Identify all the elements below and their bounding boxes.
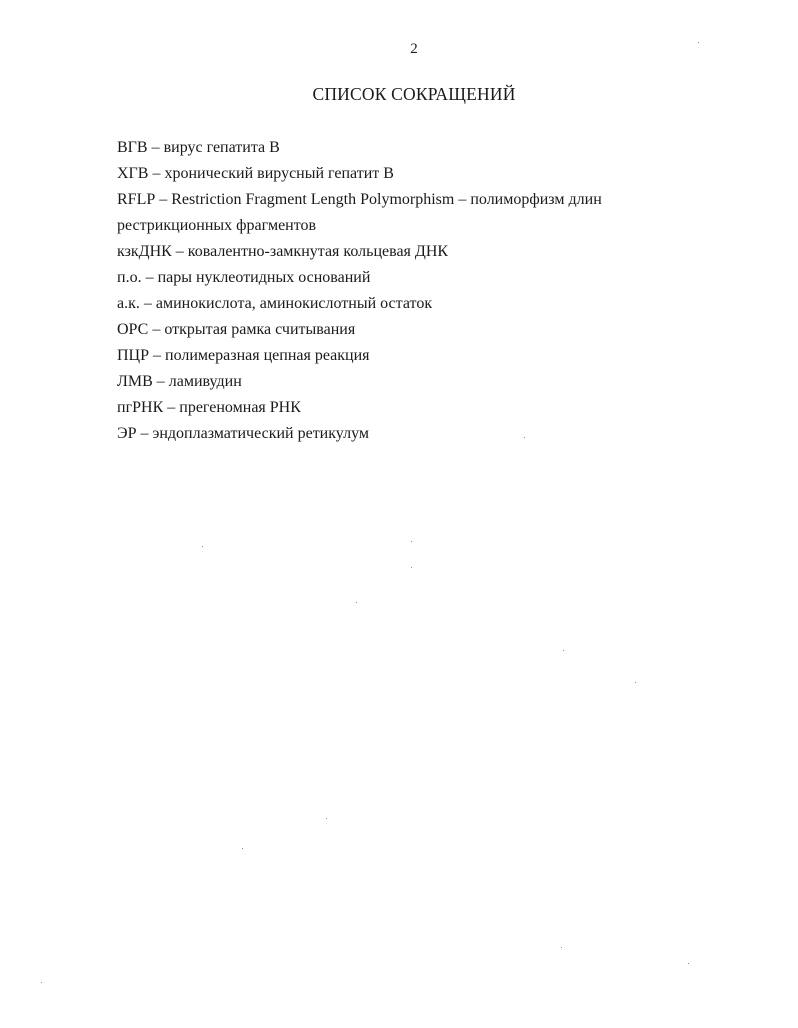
abbreviation-entry	[117, 135, 677, 161]
abbreviation-definition: пары нуклеотидных оснований	[157, 269, 371, 286]
scan-speck	[524, 437, 525, 438]
abbreviation-definition: ламивудин	[168, 373, 242, 390]
page-number: 2	[410, 41, 418, 57]
abbreviation-separator: –	[152, 165, 161, 182]
abbreviation-definition: полимеразная цепная реакция	[165, 347, 370, 364]
abbreviation-term: ОРС	[117, 321, 149, 338]
scan-speck	[635, 682, 636, 683]
abbreviation-definition: Restriction Fragment Length Polymorphism – полиморфизм длин рестрикционных фрагментов	[117, 191, 602, 234]
abbreviation-separator: –	[175, 243, 184, 260]
abbreviation-definition: ковалентно-замкнутая кольцевая ДНК	[187, 243, 449, 260]
scan-speck	[356, 602, 357, 603]
scan-speck	[242, 848, 243, 849]
scan-speck	[561, 947, 562, 948]
abbreviation-term: кзкДНК	[117, 243, 172, 260]
abbreviation-term: ЭР	[117, 425, 137, 442]
abbreviation-definition: хронический вирусный гепатит В	[164, 165, 394, 182]
abbreviation-list	[117, 135, 677, 447]
abbreviation-entry	[117, 291, 677, 317]
abbreviation-definition: прегеномная РНК	[179, 399, 301, 416]
abbreviation-entry	[117, 343, 677, 369]
abbreviation-term: ЛМВ	[117, 373, 153, 390]
scan-speck	[698, 42, 699, 43]
abbreviation-separator: –	[153, 347, 162, 364]
scan-speck	[411, 541, 412, 542]
abbreviation-separator: –	[156, 373, 165, 390]
abbreviation-entry	[117, 369, 677, 395]
abbreviation-term: а.к.	[117, 295, 140, 312]
abbreviation-entry	[117, 421, 677, 447]
abbreviation-separator: –	[140, 425, 149, 442]
abbreviation-separator: –	[159, 191, 168, 208]
abbreviation-separator: –	[167, 399, 176, 416]
abbreviation-term: ПЦР	[117, 347, 150, 364]
abbreviation-definition: вирус гепатита В	[163, 139, 280, 156]
abbreviation-term: ВГВ	[117, 139, 148, 156]
abbreviation-definition: аминокислота, аминокислотный остаток	[155, 295, 433, 312]
abbreviation-separator: –	[143, 295, 152, 312]
abbreviation-separator: –	[151, 139, 160, 156]
abbreviation-term: ХГВ	[117, 165, 149, 182]
abbreviation-entry	[117, 239, 677, 265]
abbreviation-separator: –	[145, 269, 154, 286]
abbreviation-term: п.о.	[117, 269, 142, 286]
scan-speck	[563, 650, 564, 651]
abbreviation-separator: –	[152, 321, 161, 338]
abbreviation-definition: открытая рамка считывания	[164, 321, 356, 338]
abbreviation-entry	[117, 161, 677, 187]
scan-speck	[688, 963, 689, 964]
abbreviation-entry	[117, 395, 677, 421]
abbreviation-term: RFLP	[117, 191, 156, 208]
abbreviation-entry	[117, 187, 677, 239]
scan-speck	[411, 567, 412, 568]
abbreviation-entry	[117, 317, 677, 343]
abbreviation-entry	[117, 265, 677, 291]
abbreviation-term: пгРНК	[117, 399, 164, 416]
scan-speck	[326, 818, 327, 819]
page-title: СПИСОК СОКРАЩЕНИЙ	[312, 84, 516, 104]
abbreviation-definition: эндоплазматический ретикулум	[152, 425, 369, 442]
scan-speck	[41, 982, 42, 983]
scan-speck	[202, 546, 203, 547]
